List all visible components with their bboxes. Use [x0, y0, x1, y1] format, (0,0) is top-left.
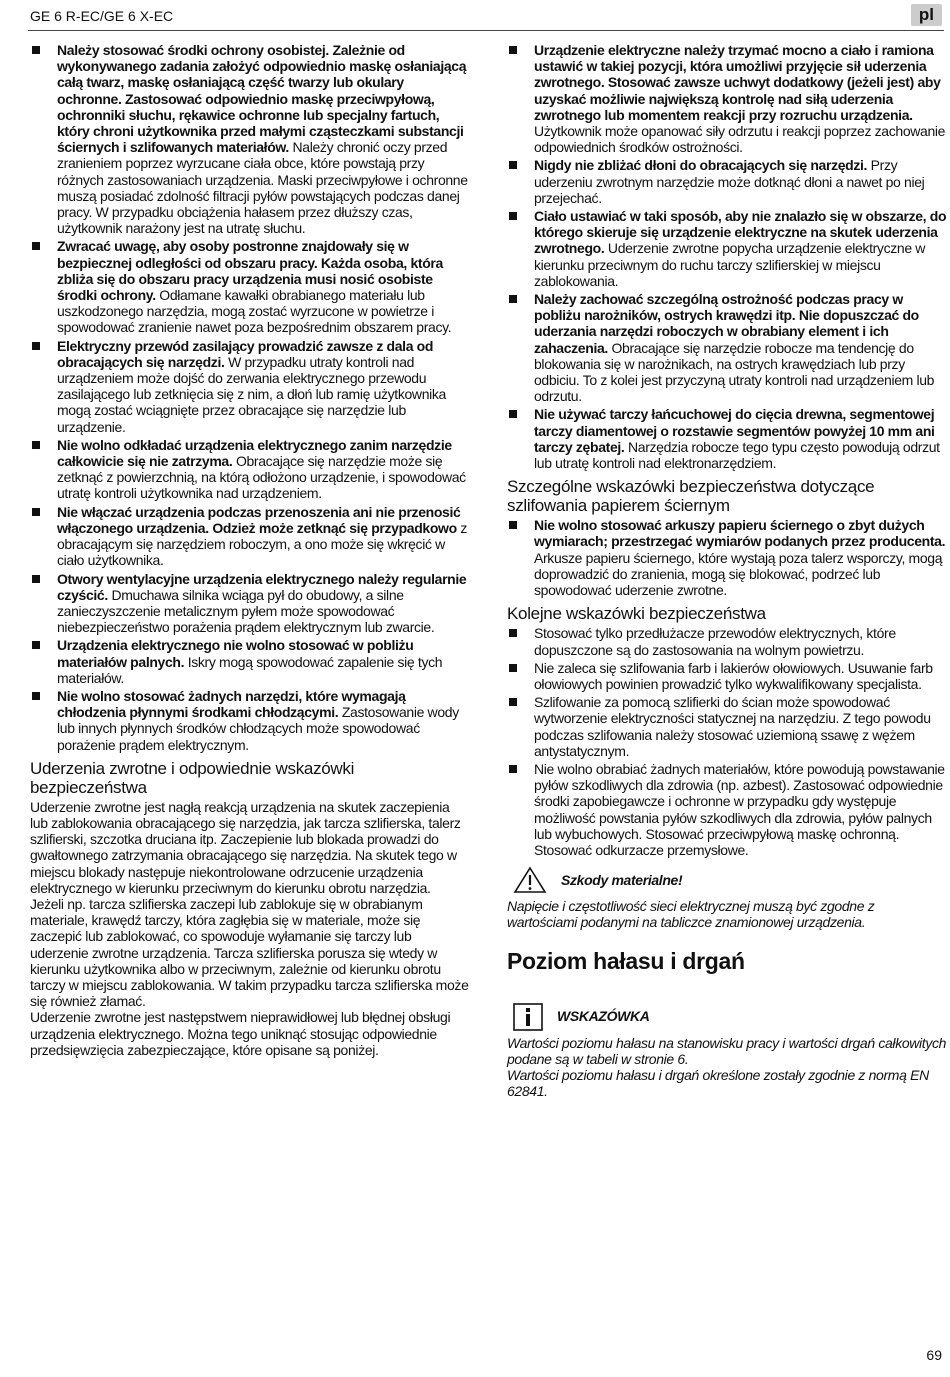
bullet-bold-text: Nie używać tarczy łańcuchowej do cięcia drewna, segmentowej tarczy diamentowej o rozstawie segmentów powyżej 10 mm ani tarczy zębatej. — [534, 406, 935, 455]
bullet-item — [507, 291, 947, 404]
kickback-paragraph: Uderzenie zwrotne jest następstwem nieprawidłowej lub błędnej obsługi urządzenia elektrycznego. Można tego uniknąć stosując odpowiednie przedsięwzięcia zabezpieczające, które opisane są poniżej. — [30, 1009, 451, 1058]
bullet-item — [30, 504, 470, 569]
warning-notice — [513, 866, 947, 894]
bullet-square-icon — [509, 521, 517, 529]
bullet-item — [30, 688, 470, 753]
bullet-item — [507, 694, 947, 759]
bullet-square-icon — [509, 765, 517, 773]
bullet-bold-text: Nigdy nie zbliżać dłoni do obracających się narzędzi. — [534, 157, 868, 174]
left-column — [30, 42, 470, 1058]
section-title: Poziom hałasu i drgań — [507, 947, 745, 974]
bullet-text: Obracające się narzędzie robocze ma tendencję do blokowania się w narożnikach, na ostrych krawędziach lub przy odbiciu. To z kolei jest przyczyną utraty kontroli nad urządzeniem lub odrzutu. — [534, 339, 935, 405]
bullet-square-icon — [32, 692, 40, 700]
sandpaper-bullet-list — [507, 517, 947, 598]
bullet-text: Odłamane kawałki obrabianego materiału lub uszkodzonego narzędzia, mogą zostać wyrzucone w powietrze i spowodować zranienie nawet poza bezpośrednim obszarem pracy. — [57, 287, 452, 336]
bullet-item — [507, 625, 947, 657]
bullet-square-icon — [32, 508, 40, 516]
bullet-text: Obracające się narzędzie może się zetknąć z powierzchnią, na którą odłożono urządzenie, i spowodować utratę kontroli użytkownika nad urządzeniem. — [57, 453, 466, 502]
bullet-square-icon — [32, 641, 40, 649]
info-icon — [513, 1003, 543, 1031]
bullet-text: Przy uderzeniu zwrotnym narzędzie może dotknąć dłoni a nawet po niej przejechać. — [534, 157, 925, 206]
bullet-square-icon — [509, 410, 517, 418]
kickback-paragraph: Jeżeli np. tarcza szlifierska zaczepi lub zablokuje się w obrabianym materiale, krawędź tarczy, która zagłębia się w materiale, może się zaczepić lub zablokować, co spowoduje wyłamanie się tarczy lub uderzenie zwrotne urządzenia. Tarcza szlifierska porusza się wtedy w kierunku użytkownika albo w przeciwnym, zależnie od kierunku obrotu tarczy w miejscu zablokowania. W takim przypadku tarcza szlifierska może się również złamać. — [30, 895, 469, 1010]
kickback-paragraphs — [30, 799, 470, 1058]
bullet-bold-text: Zwracać uwagę, aby osoby postronne znajdowały się w bezpiecznej odległości od obszaru pracy. Każda osoba, która zbliża się do obszaru pracy urządzenia musi nosić osobiste środki ochrony. — [57, 238, 443, 304]
bullet-bold-text: Nie wolno odkładać urządzenia elektrycznego zanim narzędzie całkowicie się nie zatrzyma. — [57, 436, 452, 470]
page-number: 69 — [926, 1347, 942, 1363]
bullet-square-icon — [32, 441, 40, 449]
bullet-bold-text: Urządzenie elektryczne należy trzymać mocno a ciało i ramiona ustawić w takiej pozycji, która umożliwi przyjęcie sił uderzenia zwrotnego. Stosować zawsze uchwyt dodatkowy (jeżeli jest) aby uzyskać możliwie największą kontrolę nad siłą uderzenia zwrotnego lub momentem reakcji przy rozruchu urządzenia. — [534, 42, 941, 123]
further-heading: Kolejne wskazówki bezpieczeństwa — [507, 604, 766, 624]
bullet-square-icon — [509, 664, 517, 672]
bullet-text: Narzędzia robocze tego typu często powodują odrzut lub utratę kontroli nad elektronarzędziem. — [534, 438, 940, 472]
bullet-text: Stosować tylko przedłużacze przewodów elektrycznych, które dopuszczone są do zastosowania na wolnym powietrzu. — [534, 625, 896, 658]
bullet-bold-text: Elektryczny przewód zasilający prowadzić zawsze z dala od obracających się narzędzi. — [57, 337, 434, 370]
warning-title: Szkody materialne! — [561, 872, 683, 889]
bullet-text: z obracającym się narzędziem roboczym, a ono może się wkręcić w ciało użytkownika. — [57, 519, 468, 569]
info-title: WSKAZÓWKA — [557, 1008, 650, 1025]
bullet-item — [30, 42, 470, 236]
bullet-bold-text: Nie wolno stosować arkuszy papieru ściernego o zbyt dużych wymiarach; przestrzegać wymiarów podanych przez producenta. — [534, 517, 946, 550]
bullet-text: Nie wolno obrabiać żadnych materiałów, które powodują powstawanie pyłów szkodliwych dla zdrowia (np. azbest). Zastosować odpowiednie środki zapobiegawcze i ochronne w przypadku gdy występuje możliwość powstania pyłów szkodliwych dla zdrowia, pyłów palnych lub wybuchowych. Stosować przeciwpyłową maskę ochronną. Stosować odkurzacze przemysłowe. — [534, 760, 945, 858]
bullet-square-icon — [32, 342, 40, 350]
bullet-text: Uderzenie zwrotne popycha urządzenie elektryczne w kierunku przeciwnym do ruchu tarczy szlifierskiej w miejscu zablokowania. — [534, 240, 926, 289]
bullet-square-icon — [509, 161, 517, 169]
warning-triangle-icon — [513, 866, 547, 894]
kickback-paragraph: Uderzenie zwrotne jest nagłą reakcją urządzenia na skutek zaczepienia lub zablokowania obracającego się narzędzia, jak tarcza szlifierska, talerz szlifierski, szczotka druciana itp. Zaczepienie lub blokada prowadzi do gwałtownego zatrzymania obracającego się narzędzia. Na skutek tego w miejscu blokady następuje niekontrolowane odrzucenie urządzenia elektrycznego w kierunku przeciwnym do kierunku obrotu narzędzia. — [30, 798, 461, 896]
further-bullet-list — [507, 625, 947, 858]
bullet-square-icon — [509, 698, 517, 706]
bullet-text: Iskry mogą spowodować zapalenie się tych materiałów. — [57, 653, 443, 686]
bullet-text: Nie zaleca się szlifowania farb i lakierów ołowiowych. Usuwanie farb ołowiowych powinien prowadzić tylko wykwalifikowany specjalista. — [534, 659, 933, 692]
left-bullet-list — [30, 42, 470, 753]
warning-text: Napięcie i częstotliwość sieci elektrycznej muszą być zgodne z wartościami podanymi na tabliczce znamionowej urządzenia. — [507, 898, 875, 931]
bullet-text: Arkusze papieru ściernego, które wystają poza talerz wsporczy, mogą doprowadzić do zranienia, mogą się blokować, podrzeć lub spowodować uderzenie zwrotne. — [534, 549, 943, 599]
info-notice — [513, 1003, 947, 1031]
right-bullet-list — [507, 42, 947, 471]
bullet-item — [507, 761, 947, 858]
info-text-2: Wartości poziomu hałasu i drgań określone zostały zgodnie z normą EN 62841. — [507, 1066, 929, 1100]
bullet-item — [30, 571, 470, 636]
bullet-item — [30, 637, 470, 686]
right-column — [507, 42, 947, 1099]
bullet-text: Użytkownik może opanować siły odrzutu i reakcji poprzez zachowanie odpowiednich środków ostrożności. — [534, 123, 946, 156]
bullet-item — [30, 238, 470, 335]
sandpaper-heading: Szczególne wskazówki bezpieczeństwa dotyczące szlifowania papierem ściernym — [507, 477, 875, 516]
bullet-text: W przypadku utraty kontroli nad urządzeniem może dojść do zerwania elektrycznego przewodu zasilającego lub zetknięcia się z nim, a dłoń lub ramię użytkownika mogą zostać wciągnięte przez obracające się narzędzie lub urządzenie. — [57, 353, 446, 435]
bullet-item — [507, 42, 947, 155]
bullet-bold-text: Nie wolno stosować żadnych narzędzi, które wymagają chłodzenia płynnymi środkami chłodzącymi. — [57, 687, 406, 721]
bullet-square-icon — [32, 242, 40, 250]
header-rule — [28, 30, 944, 31]
bullet-bold-text: Ciało ustawiać w taki sposób, aby nie znalazło się w obszarze, do którego skieruje się urządzenie elektryczne na skutek uderzenia zwrotnego. — [534, 208, 947, 257]
bullet-text: Zastosowanie wody lub innych płynnych środków chłodzących może spowodować porażenie prądem elektrycznym. — [57, 704, 459, 753]
bullet-text: Należy chronić oczy przed zranieniem poprzez wyrzucane ciała obce, które powstają przy różnych zastosowaniach urządzenia. Maski przeciwpyłowe i ochronne muszą posiadać zdolność filtracji pyłów powstających podczas danej pracy. W przypadku obciążenia hałasem przez dłuższy czas, użytkownik narażony jest na utratę słuchu. — [57, 139, 468, 237]
bullet-text: Dmuchawa silnika wciąga pył do obudowy, a silne zanieczyszczenie metalicznym pyłem może spowodować niebezpieczeństwo porażenia prądem elektrycznym lub zwarcie. — [57, 586, 435, 636]
kickback-heading: Uderzenia zwrotne i odpowiednie wskazówki bezpieczeństwa — [30, 758, 355, 797]
bullet-item — [507, 157, 947, 206]
language-badge: pl — [911, 4, 942, 26]
info-text-1: Wartości poziomu hałasu na stanowisku pracy i wartości drgań całkowitych podane są w tabeli w stronie 6. — [507, 1034, 947, 1067]
bullet-text: Szlifowanie za pomocą szlifierki do ścian może spowodować wytworzenie elektryczności statycznej na narzędziu. Z tego powodu podczas szlifowania należy stosować uziemioną ssawę z wężem antystatycznym. — [534, 694, 931, 759]
bullet-square-icon — [509, 46, 517, 54]
bullet-item — [507, 517, 947, 598]
bullet-square-icon — [509, 629, 517, 637]
bullet-bold-text: Należy zachować szczególną ostrożność podczas pracy w pobliżu narożników, ostrych krawędzi itp. Nie dopuszczać do uderzania narzędzi roboczych w obrabiany element i ich zahaczenia. — [534, 291, 919, 356]
header-model: GE 6 R-EC/GE 6 X-EC — [30, 8, 174, 24]
bullet-square-icon — [509, 295, 517, 303]
bullet-item — [30, 338, 470, 435]
bullet-bold-text: Należy stosować środki ochrony osobistej. Zależnie od wykonywanego zadania założyć odpowiednio maskę osłaniającą całą twarz, maskę osłaniającą część twarzy lub okulary ochronne. Zastosować odpowiednio maskę przeciwpyłową, ochronniki słuchu, rękawice ochronne lub specjalny fartuch, który chroni użytkownika przed małymi cząsteczkami substancji ściernych i szlifowanych materiałów. — [57, 42, 467, 156]
bullet-bold-text: Otwory wentylacyjne urządzenia elektrycznego należy regularnie czyścić. — [57, 570, 467, 603]
bullet-square-icon — [32, 575, 40, 583]
bullet-item — [30, 437, 470, 502]
bullet-square-icon — [509, 212, 517, 220]
bullet-bold-text: Nie włączać urządzenia podczas przenoszenia ani nie przenosić włączonego urządzenia. Odzież może zetknąć się przypadkowo — [57, 503, 461, 536]
bullet-item — [507, 660, 947, 692]
bullet-item — [507, 406, 947, 471]
bullet-item — [507, 208, 947, 289]
bullet-bold-text: Urządzenia elektrycznego nie wolno stosować w pobliżu materiałów palnych. — [57, 637, 414, 670]
bullet-square-icon — [32, 46, 40, 54]
